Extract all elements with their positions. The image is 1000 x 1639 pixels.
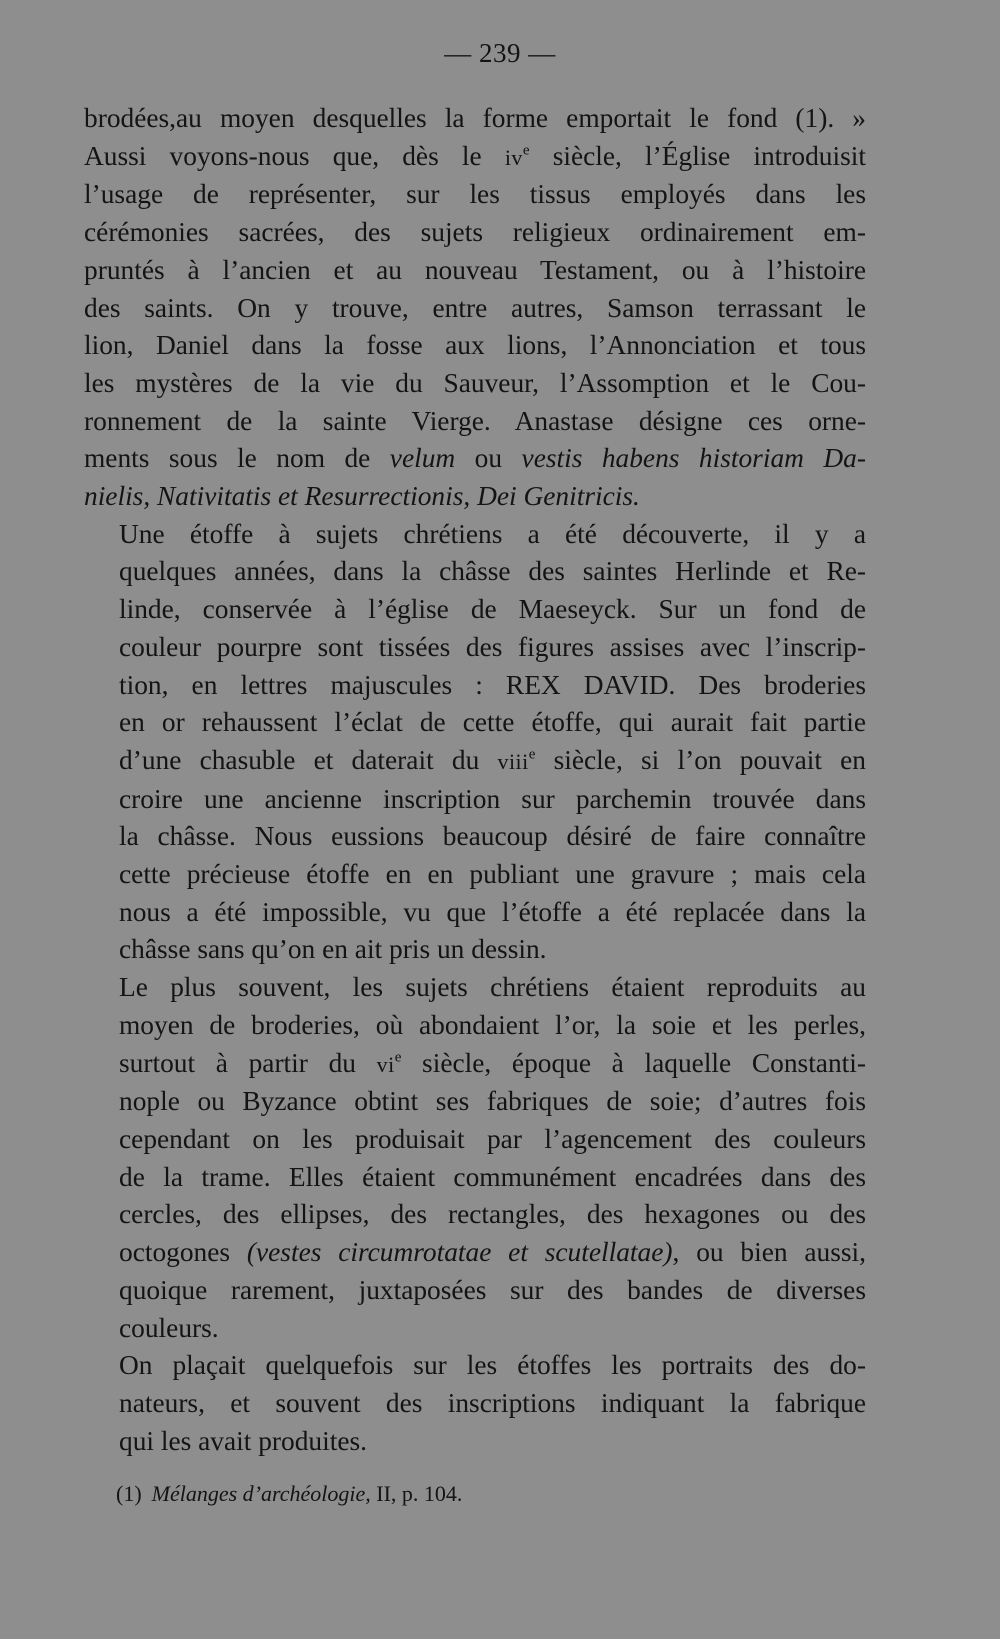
- text-run: ronnement de la sainte Vierge. Anastase désigne ces orne-: [84, 405, 866, 436]
- text-line: [84, 1385, 866, 1423]
- text-run: Une étoffe à sujets chrétiens a été découverte, il y a: [119, 518, 866, 549]
- text-run: siècle, l’Église introduisit: [529, 140, 866, 171]
- text-run: couleur pourpre sont tissées des figures assises avec l’inscrip-: [119, 631, 866, 662]
- text-run: la châsse. Nous eussions beaucoup désiré de faire connaître: [119, 821, 866, 852]
- paragraph: [84, 1347, 866, 1460]
- text-line: [84, 478, 866, 516]
- text-line: [84, 1310, 866, 1348]
- italic-text: (vestes circumrotatae et scutellatae): [246, 1237, 673, 1268]
- text-run: quelques années, dans la châsse des saintes Herlinde et Re-: [119, 556, 866, 587]
- text-run: octogones: [119, 1237, 247, 1268]
- text-line: [84, 214, 866, 252]
- text-run: nateurs, et souvent des inscriptions indiquant la fabrique: [119, 1387, 866, 1418]
- text-line: [84, 252, 866, 290]
- italic-text: nielis, Nativitatis et Resurrectionis, Dei Genitricis.: [84, 481, 640, 512]
- superscript: e: [394, 1049, 402, 1066]
- text-run: siècle, époque à laquelle Constanti-: [401, 1047, 866, 1078]
- text-line: [84, 553, 866, 591]
- text-run: cérémonies sacrées, des sujets religieux ordinairement em-: [84, 217, 866, 248]
- text-line: [84, 1121, 866, 1159]
- text-line: [84, 403, 866, 441]
- text-line: [84, 969, 866, 1007]
- text-run: cette précieuse étoffe en en publiant une gravure ; mais cela: [119, 859, 866, 890]
- text-line: [84, 327, 866, 365]
- text-line: [84, 1347, 866, 1385]
- text-run: ments sous le nom de: [84, 443, 390, 474]
- text-run: cercles, des ellipses, des rectangles, des hexagones ou des: [119, 1199, 866, 1230]
- text-line: [84, 1083, 866, 1121]
- italic-text: velum: [389, 443, 456, 474]
- text-run: nople ou Byzance obtint ses fabriques de soie; d’autres fois: [119, 1086, 866, 1117]
- body-text: [84, 100, 866, 1460]
- text-line: [84, 1272, 866, 1310]
- text-run: linde, conservée à l’église de Maeseyck. Sur un fond de: [119, 594, 866, 625]
- text-line: [84, 856, 866, 894]
- text-line: [84, 440, 866, 478]
- text-line: [84, 100, 866, 138]
- text-run: tion, en lettres majuscules : REX DAVID. Des broderies: [119, 669, 866, 700]
- text-run: croire une ancienne inscription sur parchemin trouvée dans: [119, 783, 866, 814]
- small-caps-numeral: viii: [497, 748, 529, 774]
- text-run: On plaçait quelquefois sur les étoffes les portraits des do-: [119, 1350, 866, 1381]
- text-line: [84, 781, 866, 819]
- text-line: [84, 931, 866, 969]
- text-line: [84, 1423, 866, 1461]
- footnote-reference: II, p. 104.: [370, 1481, 463, 1506]
- text-run: en or rehaussent l’éclat de cette étoffe, qui aurait fait partie: [119, 707, 866, 738]
- text-run: moyen de broderies, où abondaient l’or, la soie et les perles,: [119, 1009, 866, 1040]
- paragraph: [84, 516, 866, 969]
- text-run: Aussi voyons-nous que, dès le: [84, 140, 505, 171]
- superscript: e: [528, 746, 536, 763]
- text-run: siècle, si l’on pouvait en: [535, 744, 866, 775]
- text-line: [84, 818, 866, 856]
- footnote: [116, 1480, 462, 1508]
- text-run: qui les avait produites.: [119, 1425, 367, 1456]
- page-number: — 239 —: [444, 38, 556, 68]
- footnote-title: Mélanges d’archéologie,: [151, 1481, 371, 1506]
- small-caps-numeral: iv: [504, 144, 523, 170]
- text-line: [84, 290, 866, 328]
- paragraph: [84, 100, 866, 516]
- text-line: [84, 704, 866, 742]
- text-run: pruntés à l’ancien et au nouveau Testament, ou à l’histoire: [84, 254, 866, 285]
- text-line: [84, 894, 866, 932]
- text-line: [84, 629, 866, 667]
- text-line: [84, 1007, 866, 1045]
- text-run: des saints. On y trouve, entre autres, Samson terrassant le: [84, 292, 866, 323]
- text-run: d’une chasuble et daterait du: [119, 744, 498, 775]
- text-run: cependant on les produisait par l’agencement des couleurs: [119, 1123, 866, 1154]
- text-line: [84, 138, 866, 177]
- text-line: [84, 176, 866, 214]
- text-run: châsse sans qu’on en ait pris un dessin.: [119, 934, 547, 965]
- text-run: nous a été impossible, vu que l’étoffe a été replacée dans la: [119, 896, 866, 927]
- text-line: [84, 365, 866, 403]
- text-run: , ou bien aussi,: [672, 1237, 866, 1268]
- text-line: [84, 742, 866, 781]
- text-run: couleurs.: [119, 1312, 219, 1343]
- text-line: [84, 1045, 866, 1084]
- text-run: de la trame. Elles étaient communément encadrées dans des: [119, 1161, 866, 1192]
- text-run: ou: [455, 443, 522, 474]
- text-run: surtout à partir du: [119, 1047, 377, 1078]
- text-line: [84, 591, 866, 629]
- text-run: les mystères de la vie du Sauveur, l’Assomption et le Cou-: [84, 367, 866, 398]
- superscript: e: [522, 142, 530, 159]
- text-run: lion, Daniel dans la fosse aux lions, l’Annonciation et tous: [84, 330, 866, 361]
- text-run: quoique rarement, juxtaposées sur des bandes de diverses: [119, 1274, 866, 1305]
- text-line: [84, 1159, 866, 1197]
- text-line: [84, 1196, 866, 1234]
- text-run: l’usage de représenter, sur les tissus employés dans les: [84, 179, 866, 210]
- footnote-marker: (1): [116, 1481, 142, 1506]
- small-caps-numeral: vi: [376, 1051, 395, 1077]
- text-line: [84, 667, 866, 705]
- text-line: [84, 1234, 866, 1272]
- italic-text: vestis habens historiam Da-: [521, 443, 866, 474]
- text-run: brodées,au moyen desquelles la forme emportait le fond (1). »: [84, 103, 866, 133]
- text-run: Le plus souvent, les sujets chrétiens étaient reproduits au: [119, 972, 866, 1003]
- paragraph: [84, 969, 866, 1347]
- text-line: [84, 516, 866, 554]
